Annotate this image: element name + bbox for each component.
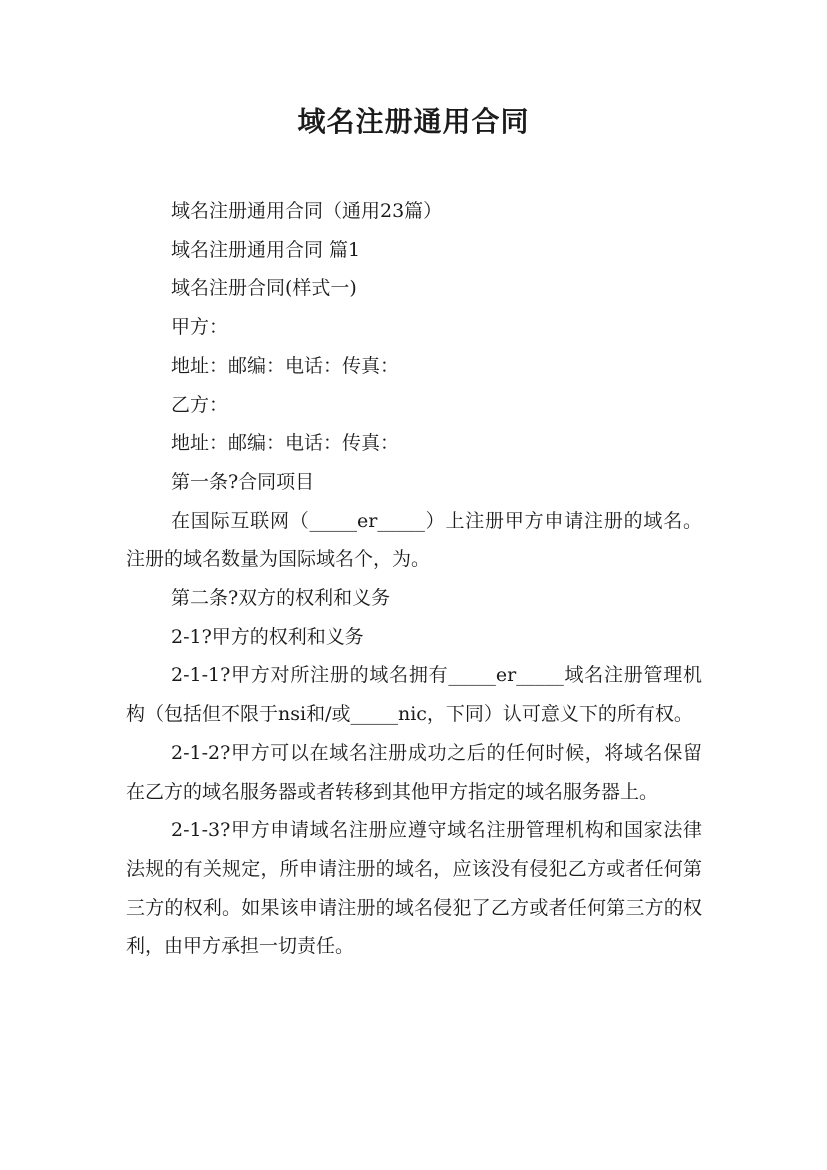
paragraph: 地址：邮编：电话：传真： (171, 354, 400, 377)
paragraph: 域名注册合同(样式一) (171, 277, 357, 300)
paragraph: 甲方： (171, 316, 229, 339)
paragraph: 2-1-2?甲方可以在域名注册成功之后的任何时候，将域名保留在乙方的域名服务器或者转移到其他甲方指定的域名服务器上。 (126, 741, 702, 803)
paragraph: 2-1-3?甲方申请域名注册应遵守域名注册管理机构和国家法律法规的有关规定，所申请注册的域名，应该没有侵犯乙方或者任何第三方的权利。如果该申请注册的域名侵犯了乙方或者任何第三方的权利，由甲方承担一切责任。 (126, 819, 702, 958)
paragraph: 第二条?双方的权利和义务 (171, 587, 391, 610)
document-title: 域名注册通用合同 (297, 105, 530, 138)
paragraph: 地址：邮编：电话：传真： (171, 432, 400, 455)
paragraph: 域名注册通用合同 篇1 (171, 238, 361, 261)
paragraph: 第一条?合同项目 (171, 470, 315, 493)
paragraph: 域名注册通用合同（通用23篇） (171, 200, 443, 222)
document-body (126, 192, 702, 966)
paragraph: 乙方： (171, 393, 229, 416)
paragraph: 2-1?甲方的权利和义务 (171, 625, 364, 648)
paragraph: 2-1-1?甲方对所注册的域名拥有_____er_____域名注册管理机构（包括但不限于nsi和/或_____nic，下同）认可意义下的所有权。 (126, 664, 702, 726)
paragraph: 在国际互联网（_____er_____）上注册甲方申请注册的域名。注册的域名数量为国际域名个，为。 (126, 509, 702, 571)
